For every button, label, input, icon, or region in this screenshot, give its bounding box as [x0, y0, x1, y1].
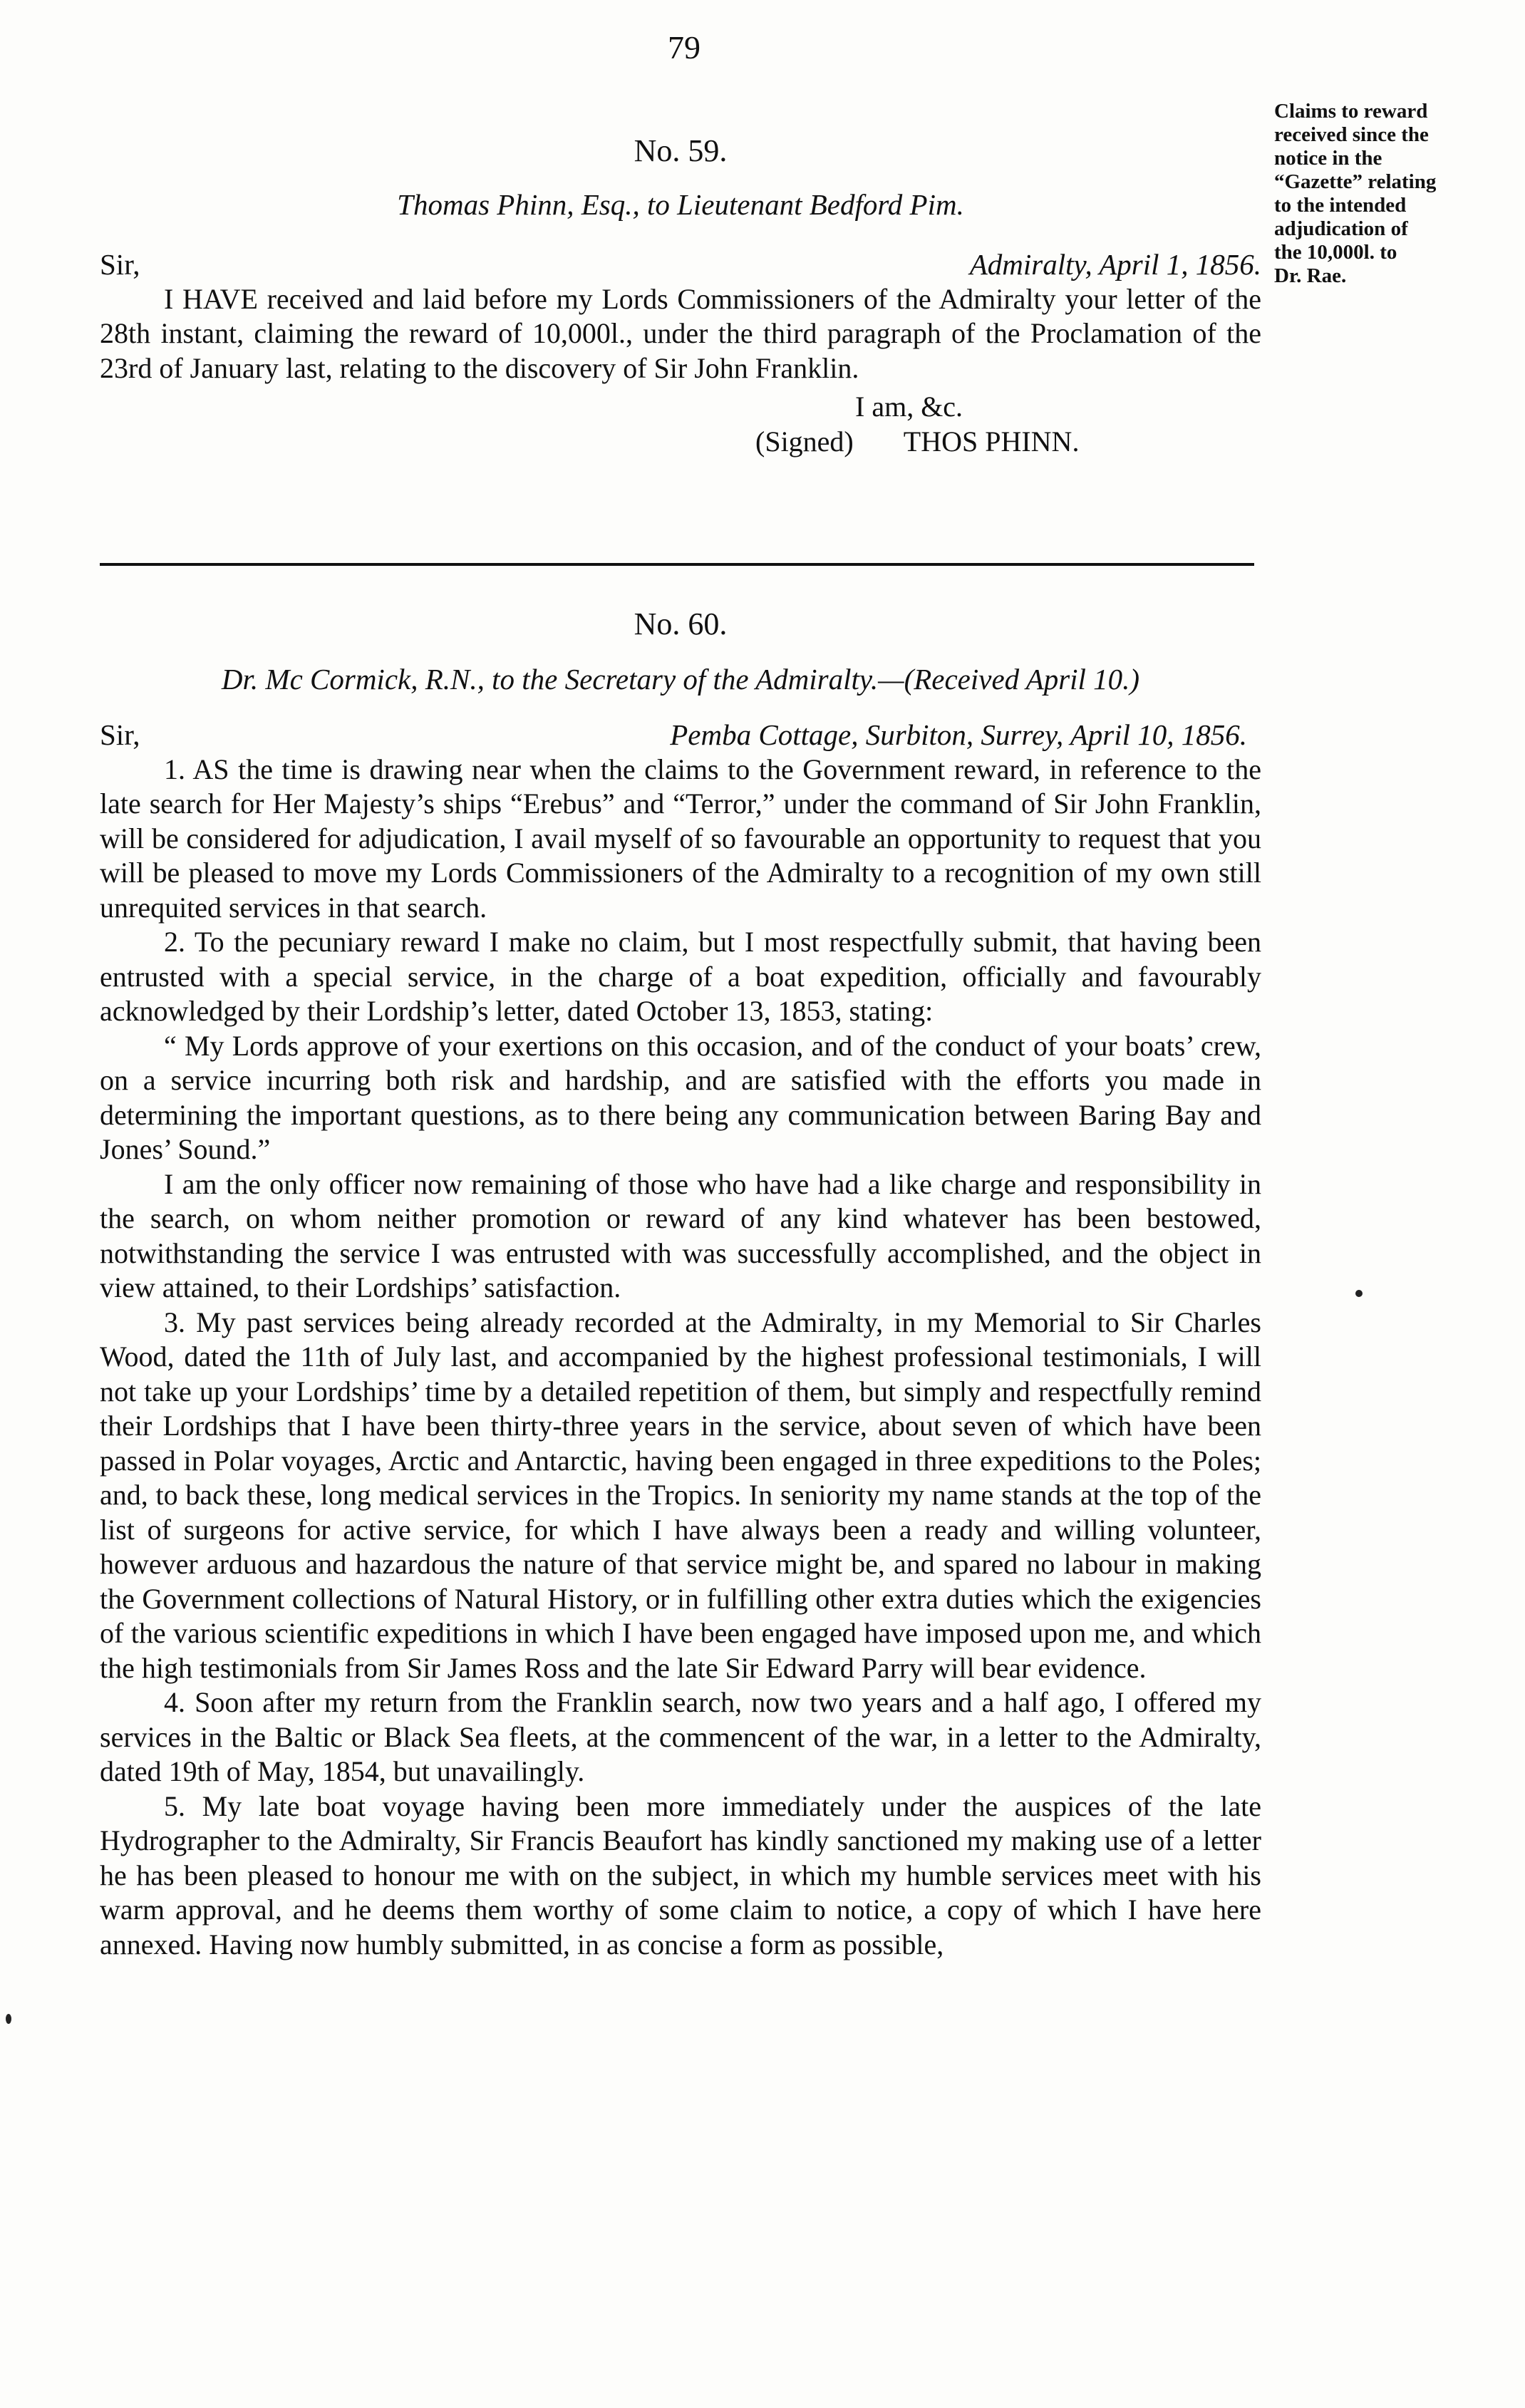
- margin-note-line: to the intended: [1274, 194, 1407, 217]
- ink-speck: [1355, 1290, 1363, 1297]
- salutation-line: [100, 247, 1261, 282]
- letter-heading: Dr. Mc Cormick, R.N., to the Secretary of the Admiralty.—(Received April 10.): [221, 662, 1140, 696]
- salutation-line: [100, 718, 1261, 753]
- page-number: 79: [668, 29, 701, 66]
- paragraph: 4. Soon after my return from the Franklin search, now two years and a half ago, I offered my services in the Baltic or Black Sea fleets, at the commencent of the war, in a letter to the Admiralty, dated 19th of May, 1854, but unavailingly.: [100, 1686, 1261, 1787]
- quotation: “ My Lords approve of your exertions on this occasion, and of the conduct of your boats’ crew, on a service incurring both risk and hardship, and are satisfied with the efforts you made in determining the important questions, as to there being any communication between Baring Bay and Jones’ Sound.”: [100, 1029, 1261, 1165]
- letter-number: No. 59.: [634, 133, 728, 168]
- margin-note-line: Dr. Rae.: [1274, 264, 1347, 287]
- signed-label: (Signed): [755, 425, 854, 458]
- ink-speck: [6, 2014, 11, 2024]
- paragraph: 3. My past services being already recorded at the Admiralty, in my Memorial to Sir Charles Wood, dated the 11th of July last, and accompanied by the highest professional testimonials, I will not take up your Lordships’ time by a detailed repetition of them, but simply and respectfully remind their Lordships that I have been thirty-three years in the service, about seven of which have been passed in Polar voyages, Arctic and Antarctic, having been engaged in three expeditions to the Poles; and, to back these, long medical services in the Tropics. In seniority my name stands at the top of the list of surgeons for active service, for which I have always been a ready and willing volunteer, however arduous and hazardous the nature of that service might be, and spared no labour in making the Government collections of Natural History, or in fulfilling other extra duties which the exigencies of the various scientific expeditions in which I have been engaged have imposed upon me, and which the high testimonials from Sir James Ross and the late Sir Edward Parry will bear evidence.: [100, 1306, 1261, 1684]
- section-divider: [100, 563, 1254, 566]
- signature-line: [100, 425, 1261, 460]
- margin-note-line: the 10,000l. to: [1274, 241, 1397, 264]
- letter-59: [100, 134, 1261, 459]
- dateline: Pemba Cottage, Surbiton, Surrey, April 10, 1856.: [670, 718, 1247, 751]
- margin-note-line: Claims to reward: [1274, 100, 1428, 123]
- paragraph: 2. To the pecuniary reward I make no claim, but I most respectfully submit, that having been entrusted with a special service, in the charge of a boat expedition, officially and favourably acknowledged by their Lordship’s letter, dated October 13, 1853, stating:: [100, 926, 1261, 1027]
- letter-60: [100, 607, 1261, 1962]
- paragraph: 5. My late boat voyage having been more immediately under the auspices of the late Hydrographer to the Admiralty, Sir Francis Beaufort has kindly sanctioned my making use of a letter he has been pleased to honour me with on the subject, in which my humble services meet with his warm approval, and he deems them worthy of some claim to notice, a copy of which I have here annexed. Having now humbly submitted, in as concise a form as possible,: [100, 1789, 1261, 1960]
- letter-number: No. 60.: [634, 606, 728, 641]
- paragraph: I am the only officer now remaining of those who have had a like charge and responsibility in the search, on whom neither promotion or reward of any kind whatever has been bestowed, notwithstanding the service I was entrusted with was successfully accomplished, and the object in view attained, to their Lordships’ satisfaction.: [100, 1167, 1261, 1303]
- letter-body: I HAVE received and laid before my Lords Commissioners of the Admiralty your letter of the 28th instant, claiming the reward of 10,000l., under the third paragraph of the Proclamation of the 23rd of January last, relating to the discovery of Sir John Franklin.: [100, 282, 1261, 384]
- letter-heading: Thomas Phinn, Esq., to Lieutenant Bedford Pim.: [397, 187, 964, 221]
- margin-note-line: adjudication of: [1274, 217, 1408, 240]
- margin-note-line: received since the: [1274, 123, 1429, 146]
- salutation: Sir,: [100, 718, 140, 751]
- dateline: Admiralty, April 1, 1856.: [969, 248, 1261, 281]
- paragraph: 1. AS the time is drawing near when the claims to the Government reward, in reference to the late search for Her Majesty’s ships “Erebus” and “Terror,” under the command of Sir John Franklin, will be considered for adjudication, I avail myself of so favourable an opportunity to request that you will be pleased to move my Lords Commissioners of the Admiralty to a recognition of my own still unrequited services in that search.: [100, 753, 1261, 924]
- margin-note: [1274, 100, 1509, 288]
- signature: THOS PHINN.: [903, 425, 1080, 458]
- margin-note-line: “Gazette” relating: [1274, 170, 1437, 193]
- salutation: Sir,: [100, 248, 140, 281]
- margin-note-line: notice in the: [1274, 147, 1382, 170]
- closing: I am, &c.: [855, 391, 963, 423]
